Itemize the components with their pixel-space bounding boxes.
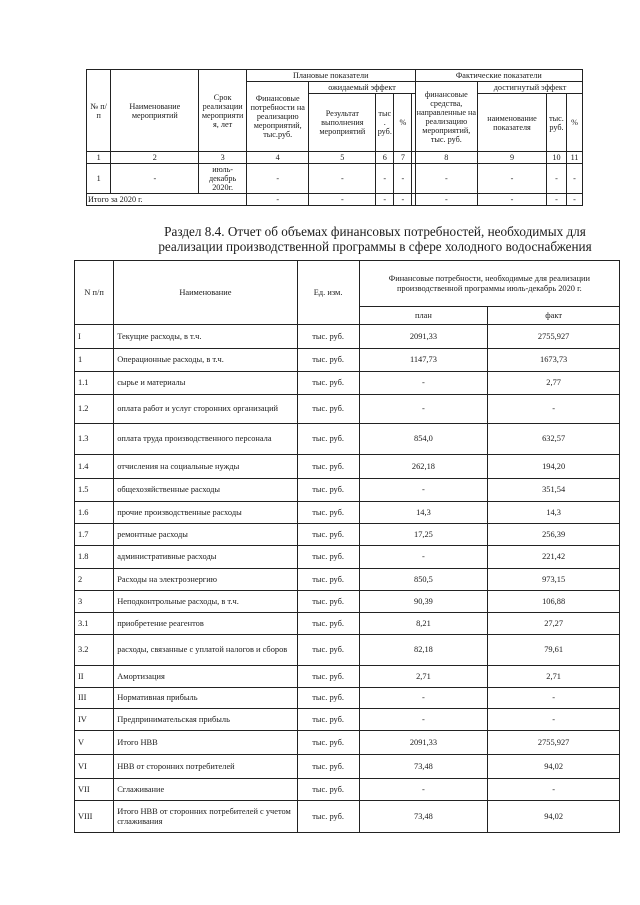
cell: - xyxy=(567,194,583,206)
cell-plan: - xyxy=(359,372,488,395)
header-term: Срок реализации мероприяти я, лет xyxy=(199,70,247,152)
table-row xyxy=(75,779,620,801)
cell-num: 1 xyxy=(75,349,114,372)
cell-unit: тыс. руб. xyxy=(297,666,359,688)
cell-plan: 73,48 xyxy=(359,801,488,833)
table-row xyxy=(75,666,620,688)
cell-fact: 2755,927 xyxy=(488,731,620,755)
cell-name: Итого НВВ от сторонних потребителей с учетом сглаживания xyxy=(114,801,297,833)
cell: - xyxy=(546,164,566,194)
cell: - xyxy=(376,164,394,194)
cell-fact: - xyxy=(488,779,620,801)
table-row xyxy=(75,688,620,709)
cell-fact: - xyxy=(488,395,620,424)
cell-num: 1.3 xyxy=(75,424,114,455)
colnum: 10 xyxy=(546,152,566,164)
cell-name: административные расходы xyxy=(114,546,297,569)
cell-unit: тыс. руб. xyxy=(297,455,359,479)
cell-unit: тыс. руб. xyxy=(297,731,359,755)
total-label: Итого за 2020 г. xyxy=(87,194,247,206)
table-row xyxy=(75,524,620,546)
cell-unit: тыс. руб. xyxy=(297,424,359,455)
cell: 1 xyxy=(87,164,111,194)
header-fact-group: Фактические показатели xyxy=(415,70,582,82)
table-row xyxy=(87,164,583,194)
cell-plan: 2091,33 xyxy=(359,731,488,755)
table-row xyxy=(75,325,620,349)
table-row xyxy=(75,613,620,635)
cell-num: 3 xyxy=(75,591,114,613)
header-pct2: % xyxy=(567,94,583,152)
financial-needs-table xyxy=(74,260,620,833)
cell-unit: тыс. руб. xyxy=(297,613,359,635)
cell: - xyxy=(415,194,478,206)
header-indicator: наименование показателя xyxy=(478,94,547,152)
colnum: 9 xyxy=(478,152,547,164)
table-row xyxy=(75,569,620,591)
table-row xyxy=(75,502,620,524)
cell-plan: 854,0 xyxy=(359,424,488,455)
table-row xyxy=(75,349,620,372)
cell: - xyxy=(111,164,199,194)
cell-fact: - xyxy=(488,709,620,731)
cell-num: III xyxy=(75,688,114,709)
colnum: 4 xyxy=(246,152,309,164)
cell: - xyxy=(415,164,478,194)
cell-num: I xyxy=(75,325,114,349)
cell-num: 1.5 xyxy=(75,479,114,502)
header-fin-need: Финансовые потребности на реализацию мероприятий, тыс.руб. xyxy=(246,82,309,152)
cell-unit: тыс. руб. xyxy=(297,755,359,779)
cell: - xyxy=(376,194,394,206)
table-row xyxy=(75,635,620,666)
cell-name: оплата работ и услуг сторонних организаций xyxy=(114,395,297,424)
header-fin-spent: финансовые средства, направленные на реализацию мероприятий, тыс. руб. xyxy=(415,82,478,152)
cell-name: расходы, связанные с уплатой налогов и сборов xyxy=(114,635,297,666)
cell: - xyxy=(394,194,412,206)
header-expected: ожидаемый эффект xyxy=(309,82,415,94)
cell-fact: 27,27 xyxy=(488,613,620,635)
total-row xyxy=(87,194,583,206)
table-body xyxy=(75,325,620,833)
column-numbers-row xyxy=(87,152,583,164)
cell-plan: 1147,73 xyxy=(359,349,488,372)
cell: - xyxy=(394,164,412,194)
cell-plan: - xyxy=(359,709,488,731)
cell-num: 1.7 xyxy=(75,524,114,546)
cell-unit: тыс. руб. xyxy=(297,325,359,349)
cell-num: 3.1 xyxy=(75,613,114,635)
cell-num: V xyxy=(75,731,114,755)
header-name: Наименование xyxy=(114,261,297,325)
cell-plan: 14,3 xyxy=(359,502,488,524)
cell-fact: 973,15 xyxy=(488,569,620,591)
header-tys: тыс . руб. xyxy=(376,94,394,152)
header-fact: факт xyxy=(488,307,620,325)
cell-fact: 2755,927 xyxy=(488,325,620,349)
cell-plan: 850,5 xyxy=(359,569,488,591)
cell: - xyxy=(309,194,376,206)
cell-fact: 106,88 xyxy=(488,591,620,613)
cell: - xyxy=(246,164,309,194)
cell-name: общехозяйственные расходы xyxy=(114,479,297,502)
section-heading: Раздел 8.4. Отчет об объемах финансовых потребностей, необходимых для реализации производственной программы в сфере холодного водоснабжения xyxy=(158,224,592,254)
cell-plan: - xyxy=(359,479,488,502)
cell-unit: тыс. руб. xyxy=(297,709,359,731)
cell-fact: - xyxy=(488,688,620,709)
cell-num: 1.8 xyxy=(75,546,114,569)
cell: - xyxy=(309,164,376,194)
cell-fact: 351,54 xyxy=(488,479,620,502)
header-group: Финансовые потребности, необходимые для реализации производственной программы июль-декабрь 2020 г. xyxy=(359,261,619,307)
table-row xyxy=(75,546,620,569)
cell-name: Итого НВВ xyxy=(114,731,297,755)
cell-num: VI xyxy=(75,755,114,779)
header-result: Результат выполнения мероприятий xyxy=(309,94,376,152)
cell-num: 1.6 xyxy=(75,502,114,524)
cell-plan: 262,18 xyxy=(359,455,488,479)
cell-fact: 94,02 xyxy=(488,801,620,833)
table-row xyxy=(75,455,620,479)
table-row xyxy=(75,709,620,731)
table-row xyxy=(75,424,620,455)
colnum: 2 xyxy=(111,152,199,164)
cell-unit: тыс. руб. xyxy=(297,779,359,801)
cell-num: IV xyxy=(75,709,114,731)
table-row xyxy=(75,372,620,395)
cell-num: II xyxy=(75,666,114,688)
cell-fact: 2,71 xyxy=(488,666,620,688)
cell-fact: 14,3 xyxy=(488,502,620,524)
cell-unit: тыс. руб. xyxy=(297,546,359,569)
cell-name: Неподконтрольные расходы, в т.ч. xyxy=(114,591,297,613)
cell-name: Текущие расходы, в т.ч. xyxy=(114,325,297,349)
cell-fact: 79,61 xyxy=(488,635,620,666)
cell-num: 1.1 xyxy=(75,372,114,395)
colnum: 7 xyxy=(394,152,412,164)
cell-num: 3.2 xyxy=(75,635,114,666)
header-plan: план xyxy=(359,307,488,325)
colnum: 11 xyxy=(567,152,583,164)
colnum: 1 xyxy=(87,152,111,164)
cell-unit: тыс. руб. xyxy=(297,372,359,395)
cell-unit: тыс. руб. xyxy=(297,801,359,833)
cell-num: 2 xyxy=(75,569,114,591)
cell-plan: 90,39 xyxy=(359,591,488,613)
colnum: 5 xyxy=(309,152,376,164)
cell: июль- декабрь 2020г. xyxy=(199,164,247,194)
cell-unit: тыс. руб. xyxy=(297,479,359,502)
cell: - xyxy=(478,194,547,206)
cell-unit: тыс. руб. xyxy=(297,688,359,709)
cell-fact: 2,77 xyxy=(488,372,620,395)
cell-fact: 94,02 xyxy=(488,755,620,779)
cell-unit: тыс. руб. xyxy=(297,569,359,591)
header-num: N п/п xyxy=(75,261,114,325)
table-row xyxy=(75,591,620,613)
cell-plan: 2,71 xyxy=(359,666,488,688)
cell-name: Нормативная прибыль xyxy=(114,688,297,709)
header-plan-group: Плановые показатели xyxy=(246,70,415,82)
cell-plan: 82,18 xyxy=(359,635,488,666)
table-row xyxy=(75,801,620,833)
cell-plan: - xyxy=(359,395,488,424)
cell-name: сырье и материалы xyxy=(114,372,297,395)
cell-name: Операционные расходы, в т.ч. xyxy=(114,349,297,372)
cell-fact: 1673,73 xyxy=(488,349,620,372)
cell-unit: тыс. руб. xyxy=(297,502,359,524)
planned-actual-table xyxy=(86,69,583,206)
cell-fact: 221,42 xyxy=(488,546,620,569)
table-row xyxy=(75,755,620,779)
cell-unit: тыс. руб. xyxy=(297,635,359,666)
table-row xyxy=(75,731,620,755)
cell-fact: 632,57 xyxy=(488,424,620,455)
cell-plan: 17,25 xyxy=(359,524,488,546)
cell-name: Предпринимательская прибыль xyxy=(114,709,297,731)
colnum: 3 xyxy=(199,152,247,164)
cell-name: ремонтные расходы xyxy=(114,524,297,546)
header-tys2: тыс. руб. xyxy=(546,94,566,152)
header-unit: Ед. изм. xyxy=(297,261,359,325)
cell-name: НВВ от сторонних потребителей xyxy=(114,755,297,779)
cell-name: Расходы на электроэнергию xyxy=(114,569,297,591)
cell-plan: 8,21 xyxy=(359,613,488,635)
cell-fact: 194,20 xyxy=(488,455,620,479)
cell-num: 1.4 xyxy=(75,455,114,479)
cell: - xyxy=(567,164,583,194)
cell-name: Сглаживание xyxy=(114,779,297,801)
cell-plan: - xyxy=(359,779,488,801)
cell-fact: 256,39 xyxy=(488,524,620,546)
cell-name: Амортизация xyxy=(114,666,297,688)
cell: - xyxy=(546,194,566,206)
colnum: 6 xyxy=(376,152,394,164)
header-pct: % xyxy=(394,94,412,152)
cell-name: прочие производственные расходы xyxy=(114,502,297,524)
cell-plan: 2091,33 xyxy=(359,325,488,349)
header-pct-spacer xyxy=(412,94,415,152)
cell: - xyxy=(246,194,309,206)
cell-unit: тыс. руб. xyxy=(297,524,359,546)
cell-name: отчисления на социальные нужды xyxy=(114,455,297,479)
cell-unit: тыс. руб. xyxy=(297,349,359,372)
table-row xyxy=(75,479,620,502)
cell-num: VII xyxy=(75,779,114,801)
colnum: 8 xyxy=(415,152,478,164)
cell-unit: тыс. руб. xyxy=(297,395,359,424)
cell-num: 1.2 xyxy=(75,395,114,424)
cell-num: VIII xyxy=(75,801,114,833)
cell-unit: тыс. руб. xyxy=(297,591,359,613)
cell-plan: - xyxy=(359,546,488,569)
cell-plan: - xyxy=(359,688,488,709)
header-name: Наименование мероприятий xyxy=(111,70,199,152)
cell-name: оплата труда производственного персонала xyxy=(114,424,297,455)
cell-name: приобретение реагентов xyxy=(114,613,297,635)
cell-plan: 73,48 xyxy=(359,755,488,779)
cell: - xyxy=(478,164,547,194)
header-num: № п/ п xyxy=(87,70,111,152)
table-row xyxy=(75,395,620,424)
header-achieved: достигнутый эффект xyxy=(478,82,583,94)
